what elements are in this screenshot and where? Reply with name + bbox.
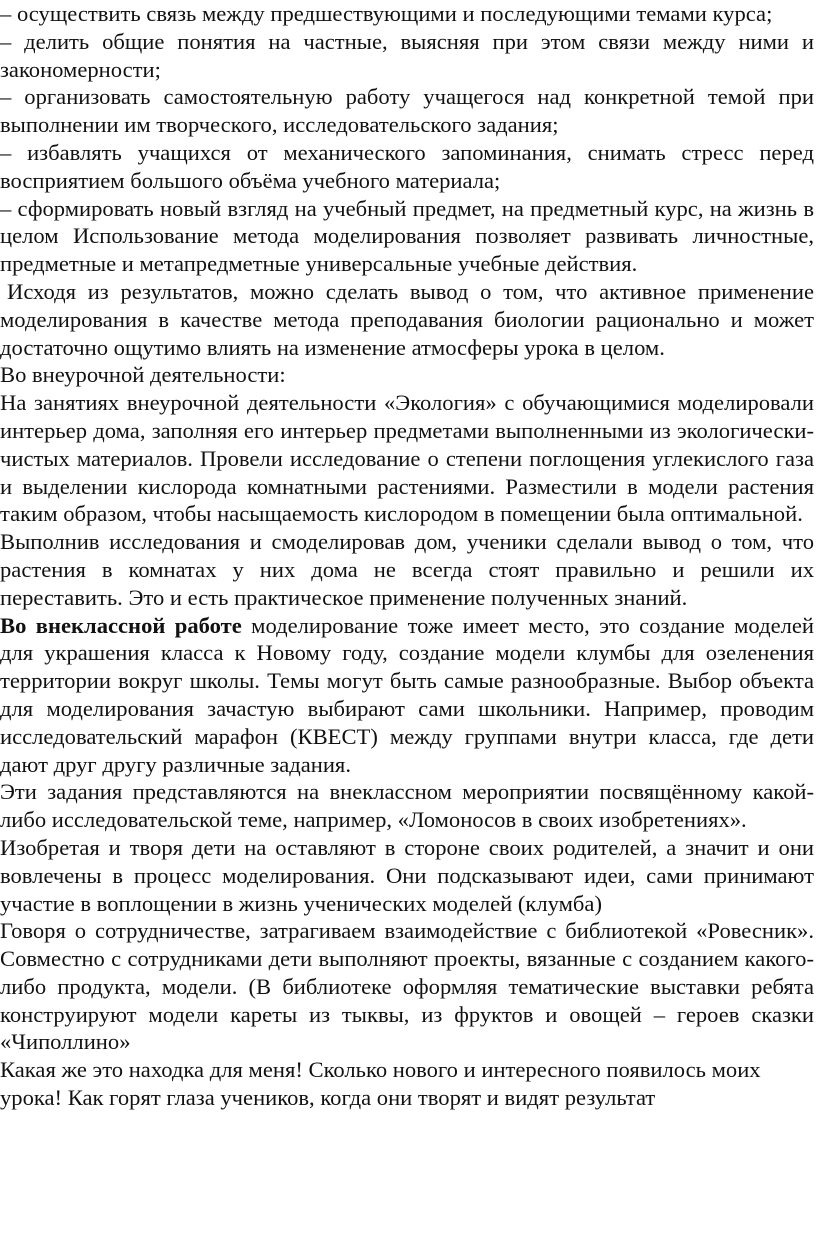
paragraph-extracurricular-work — [0, 612, 814, 779]
paragraph-goal-4: – избавлять учащихся от механического запоминания, снимать стресс перед восприятием большого объёма учебного материала; — [0, 139, 814, 193]
paragraph-goal-1: – осуществить связь между предшествующими и последующими темами курса; — [0, 1, 773, 26]
paragraph-goal-3: – организовать самостоятельную работу учащегося над конкретной темой при выполнении им творческого, исследовательского задания; — [0, 84, 814, 138]
paragraph-ecology-club: На занятиях внеурочной деятельности «Экология» с обучающимися моделировали интерьер дома, заполняя его интерьер предметами выполненными из экологически-чистых материалов. Провели исследование о степени поглощения углекислого газа и выделении кислорода комнатными растениями. Разместили в модели растения таким образом, чтобы насыщаемость кислородом в помещении была оптимальной. — [0, 390, 814, 527]
paragraph-library: Говоря о сотрудничестве, затрагиваем взаимодействие с библиотекой «Ровесник». Совместно с сотрудниками дети выполняют проекты, вязанные с созданием какого-либо продукта, модели. (В библиотеке оформляя тематические выставки ребята конструируют модели кареты из тыквы, из фруктов и овощей – героев сказки «Чиполлино» — [0, 918, 814, 1055]
bold-lead-text: Во внеклассной работе — [0, 612, 242, 638]
paragraph-research-result: Выполнив исследования и смоделировав дом, ученики сделали вывод о том, что растения в комнатах у них дома не всегда стоят правильно и решили их переставить. Это и есть практическое применение полученных знаний. — [0, 529, 814, 610]
paragraph-closing: Какая же это находка для меня! Сколько нового и интересного появилось моих урока! Как горят глаза учеников, когда они творят и видят результат — [0, 1057, 761, 1111]
extracurricular-body-text: моделирование тоже имеет место, это создание моделей для украшения класса к Новому году, создание модели клумбы для озеленения территории вокруг школы. Темы могут быть самые разнообразные. Выбор объекта для моделирования зачастую выбирают сами школьники. Например, проводим исследовательский марафон (КВЕСТ) между группами внутри класса, где дети дают друг другу различные задания. — [0, 612, 814, 777]
paragraph-parents: Изобретая и творя дети на оставляют в стороне своих родителей, а значит и они вовлечены в процесс моделирования. Они подсказывают идеи, сами принимают участие в воплощении в жизнь ученических моделей (клумба) — [0, 834, 814, 916]
paragraph-event-tasks: Эти задания представляются на внеклассном мероприятии посвящённому какой-либо исследовательской теме, например, «Ломоносов в своих изобретениях». — [0, 779, 814, 833]
paragraph-extracurricular-heading: Во внеурочной деятельности: — [0, 362, 286, 388]
paragraph-goal-5: – сформировать новый взгляд на учебный предмет, на предметный курс, на жизнь в целом Использование метода моделирования позволяет развивать личностные, предметные и метапредметные универсальные учебные действия. — [0, 195, 814, 277]
paragraph-conclusion: Исходя из результатов, можно сделать вывод о том, что активное применение моделирования в качестве метода преподавания биологии рационально и может достаточно ощутимо влиять на изменение атмосферы урока в целом. — [0, 278, 814, 360]
paragraph-goal-2: – делить общие понятия на частные, выясняя при этом связи между ними и закономерности; — [0, 28, 814, 82]
